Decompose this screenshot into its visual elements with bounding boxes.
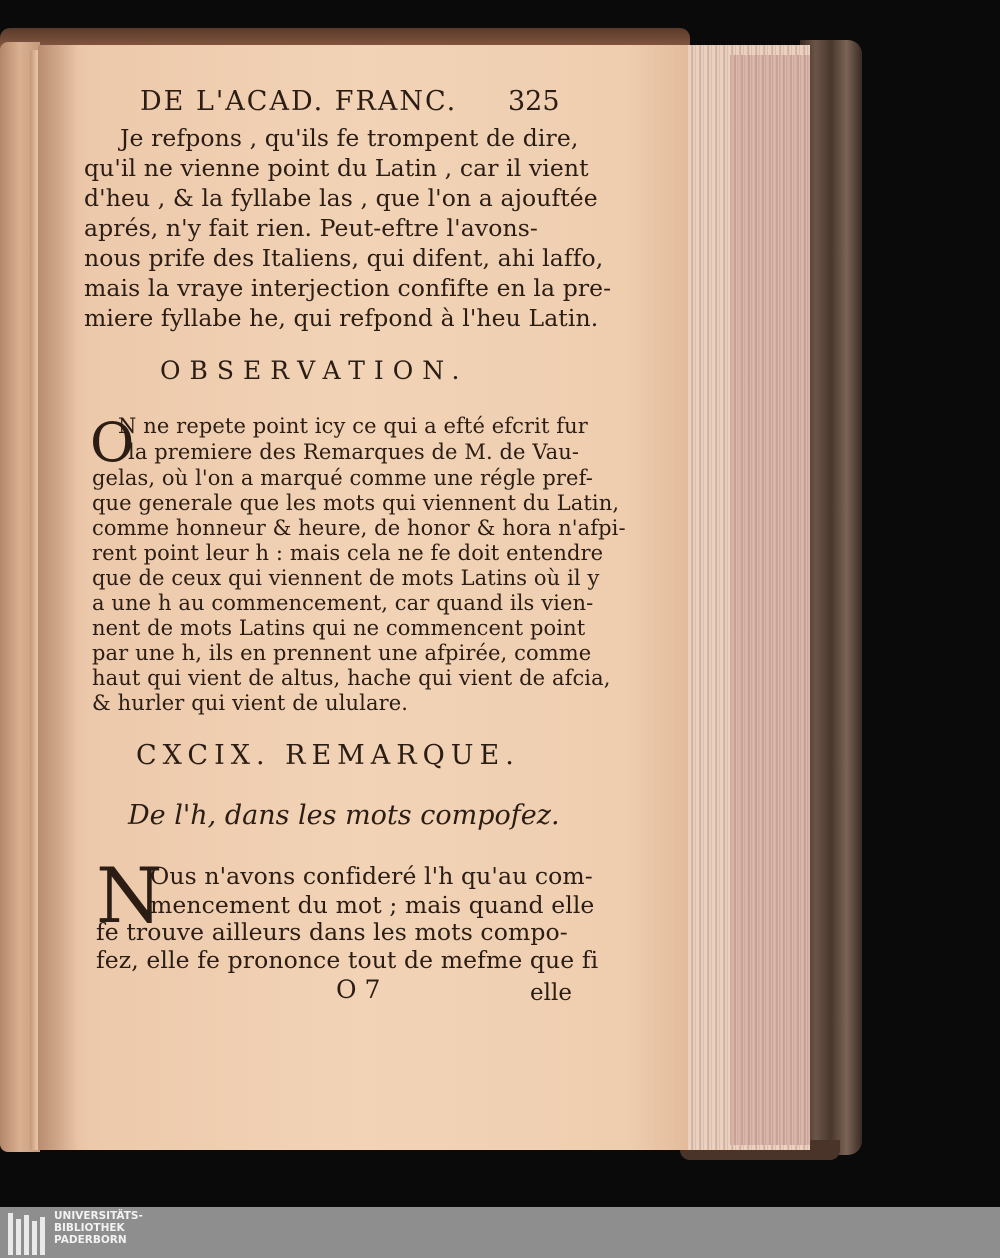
observation-dropcap: O xyxy=(90,411,135,474)
observation-line: N ne repete point icy ce qui a efté efcrit fur xyxy=(118,414,588,438)
observation-line: haut qui vient de altus, hache qui vient de afcia, xyxy=(92,666,611,690)
remarque-line: mencement du mot ; mais quand elle xyxy=(150,891,595,919)
logo-line: BIBLIOTHEK xyxy=(54,1222,125,1234)
remarque-line: fe trouve ailleurs dans les mots compo- xyxy=(96,918,568,946)
signature-mark: O 7 xyxy=(336,975,381,1004)
observation-line: a une h au commencement, car quand ils vien- xyxy=(92,591,594,615)
remarque-line: Ous n'avons confideré l'h qu'au com- xyxy=(150,862,593,890)
paragraph-line: d'heu , & la fyllabe las , que l'on a ajouftée xyxy=(84,184,598,212)
footer-bar xyxy=(0,1207,1000,1258)
observation-line: comme honneur & heure, de honor & hora n'afpi- xyxy=(92,516,626,540)
observation-line: rent point leur h : mais cela ne fe doit entendre xyxy=(92,541,604,565)
observation-line: que generale que les mots qui viennent du Latin, xyxy=(92,491,620,515)
remarque-line: fez, elle fe prononce tout de mefme que fi xyxy=(96,946,599,974)
paragraph-line: miere fyllabe he, qui refpond à l'heu Latin. xyxy=(84,304,599,332)
page-number: 325 xyxy=(508,86,560,117)
paragraph-line: qu'il ne vienne point du Latin , car il vient xyxy=(84,154,589,182)
logo-line: PADERBORN xyxy=(54,1234,127,1246)
observation-heading: OBSERVATION. xyxy=(160,356,469,385)
paragraph-line: Je refpons , qu'ils fe trompent de dire, xyxy=(120,124,579,152)
paragraph-line: mais la vraye interjection confifte en la pre- xyxy=(84,274,612,302)
observation-line: nent de mots Latins qui ne commencent point xyxy=(92,616,586,640)
logo-line: UNIVERSITÄTS- xyxy=(54,1210,143,1222)
catchword: elle xyxy=(530,980,572,1006)
library-logo-text xyxy=(54,1210,143,1246)
paragraph-line: aprés, n'y fait rien. Peut-eftre l'avons- xyxy=(84,214,538,242)
running-head: DE L'ACAD. FRANC. xyxy=(140,86,458,117)
paragraph-line: nous prife des Italiens, qui difent, ahi laffo, xyxy=(84,244,604,272)
observation-line: & hurler qui vient de ululare. xyxy=(92,691,409,715)
observation-line: gelas, où l'on a marqué comme une régle pref- xyxy=(92,466,593,490)
remarque-dropcap: N xyxy=(96,851,163,940)
library-logo-icon xyxy=(8,1213,46,1255)
remarque-subheading: De l'h, dans les mots compofez. xyxy=(128,800,560,831)
observation-line: la premiere des Remarques de M. de Vau- xyxy=(128,440,580,464)
remarque-heading: CXCIX. REMARQUE. xyxy=(136,740,520,771)
observation-line: par une h, ils en prennent une afpirée, comme xyxy=(92,641,592,665)
observation-line: que de ceux qui viennent de mots Latins où il y xyxy=(92,566,600,590)
